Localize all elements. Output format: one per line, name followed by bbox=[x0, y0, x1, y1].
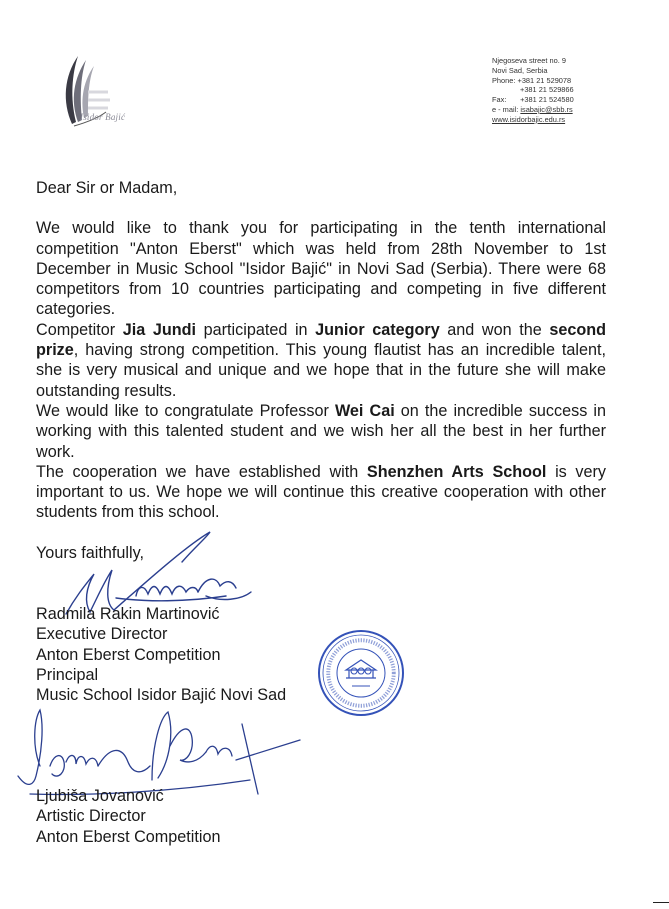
p2-text-2: participated in bbox=[196, 320, 316, 339]
logo-wordmark: Isidor Bajić bbox=[80, 112, 126, 122]
phone-1: +381 21 529078 bbox=[517, 75, 572, 85]
salutation: Dear Sir or Madam, bbox=[36, 179, 178, 197]
p3-text-1: We would like to congratulate Professor bbox=[36, 401, 335, 420]
category-name: Junior category bbox=[315, 320, 440, 339]
letter-body bbox=[36, 178, 606, 523]
signatory-2-title-2: Anton Eberst Competition bbox=[36, 827, 221, 846]
official-seal-icon bbox=[316, 628, 406, 718]
competitor-name: Jia Jundi bbox=[122, 320, 197, 339]
page-corner-mark bbox=[653, 902, 669, 903]
signatory-1-title-1: Executive Director bbox=[36, 625, 168, 644]
paragraph-1: We would like to thank you for participating in the tenth international competition "Anton Eberst" which was held from 28th November to 1st December in Music School "Isidor Bajić" in Novi Sad (Serbia). There were 68 competitors from 10 countries participating and competing in five different categories. bbox=[36, 219, 606, 319]
signatory-1 bbox=[36, 604, 286, 705]
school-name: Shenzhen Arts School bbox=[366, 462, 547, 481]
p2-text-3: and won the bbox=[439, 320, 550, 339]
email-row bbox=[492, 105, 662, 115]
fax-label: Fax: bbox=[492, 95, 507, 105]
paragraph-4 bbox=[36, 462, 606, 523]
p4-text-2: is very important to us. We hope we will continue this creative cooperation with other students from this school. bbox=[36, 462, 607, 522]
email-link[interactable]: isabajic@sbb.rs bbox=[520, 104, 573, 114]
signatory-1-title-2: Anton Eberst Competition bbox=[36, 645, 221, 664]
signatory-1-title-3: Principal bbox=[36, 665, 99, 684]
closing: Yours faithfully, bbox=[36, 544, 144, 562]
signatory-1-name: Radmila Rakin Martinović bbox=[36, 605, 220, 623]
professor-name: Wei Cai bbox=[334, 401, 395, 420]
contact-block bbox=[492, 56, 662, 125]
signatory-2-name: Ljubiša Jovanović bbox=[36, 787, 164, 805]
paragraph-2 bbox=[36, 320, 606, 401]
website-row bbox=[492, 115, 662, 125]
p3-text-2: on the incredible success in working with this talented student and we wish her all the best in her further work. bbox=[36, 401, 606, 461]
website-link[interactable]: www.isidorbajic.edu.rs bbox=[492, 114, 566, 124]
email-label: e - mail: bbox=[492, 104, 519, 114]
street-address: Njegoseva street no. 9 bbox=[492, 56, 566, 65]
signatory-1-title-4: Music School Isidor Bajić Novi Sad bbox=[36, 686, 287, 705]
phone-2: +381 21 529866 bbox=[520, 85, 574, 95]
prize-name: second prize bbox=[36, 320, 606, 360]
signatory-2-title-1: Artistic Director bbox=[36, 807, 146, 826]
phone-row bbox=[492, 76, 662, 86]
paragraph-3 bbox=[36, 401, 606, 462]
signatory-2 bbox=[36, 786, 220, 847]
school-logo bbox=[58, 52, 148, 132]
phone-label: Phone: bbox=[492, 75, 516, 85]
fax-number: +381 21 524580 bbox=[520, 95, 574, 105]
p2-text-4: , having strong competition. This young flautist has an incredible talent, she is very musical and unique and we hope that in the future she will make outstanding results. bbox=[36, 341, 606, 400]
p2-text-1: Competitor bbox=[36, 320, 123, 339]
fax-row bbox=[492, 95, 662, 105]
city: Novi Sad, Serbia bbox=[492, 65, 548, 75]
p4-text-1: The cooperation we have established with bbox=[36, 462, 367, 481]
